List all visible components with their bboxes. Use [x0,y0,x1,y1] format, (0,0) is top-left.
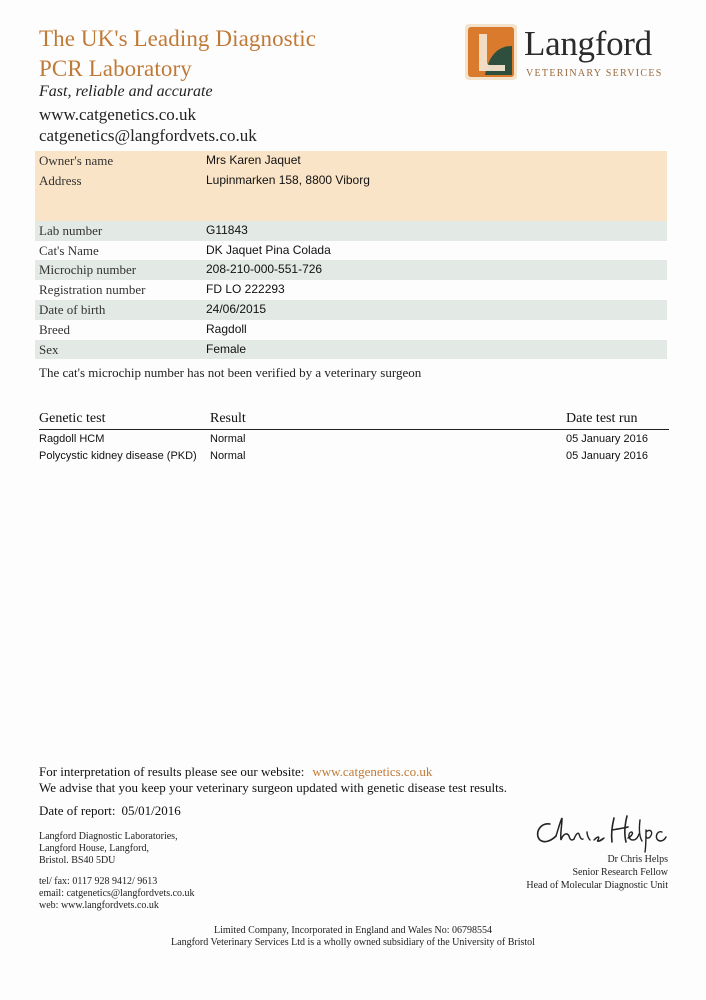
results-header-result: Result [210,411,246,426]
email-text: catgenetics@langfordvets.co.uk [39,126,257,145]
details-label: Date of birth [39,301,106,317]
results-row [39,433,669,449]
cat-details-table [35,151,667,359]
website-text: www.catgenetics.co.uk [39,105,197,124]
results-cell-result: Normal [210,450,246,462]
results-row [39,450,669,466]
legal-line-1: Limited Company, Incorporated in England and Wales No: 06798554 [213,925,493,936]
details-value: Female [206,341,247,356]
details-row-microchip [35,260,667,280]
details-value: G11843 [206,222,248,237]
details-value: Ragdoll [206,321,247,336]
logo-wordmark: Langford [524,24,652,63]
interpretation-link[interactable]: www.catgenetics.co.uk [312,764,433,779]
contact-email: email: catgenetics@langfordvets.co.uk [39,888,195,899]
details-row-owner [35,151,667,171]
details-row-breed [35,320,667,340]
results-cell-date: 05 January 2016 [566,433,648,445]
details-label: Address [39,172,82,188]
legal-line-2: Langford Veterinary Services Ltd is a wholly owned subsidiary of the University of Bristol [171,937,535,948]
lab-address [39,831,178,867]
contact-phone: tel/ fax: 0117 928 9412/ 9613 [39,876,158,887]
report-date-value: 05/01/2016 [121,803,181,818]
details-label: Sex [39,341,59,357]
tagline: Fast, reliable and accurate [39,83,213,100]
results-cell-date: 05 January 2016 [566,450,648,462]
details-value: Mrs Karen Jaquet [206,153,301,167]
page-title-line1: The UK's Leading Diagnostic [39,26,317,51]
details-label: Cat's Name [39,242,99,258]
signature-icon [532,810,667,854]
details-row-lab-number [35,221,667,241]
details-row-cat-name [35,241,667,261]
details-value: FD LO 222293 [206,282,285,297]
results-cell-result: Normal [210,433,246,445]
signer-title: Head of Molecular Diagnostic Unit [526,880,668,891]
logo-subtitle: VETERINARY SERVICES [526,68,663,79]
details-label: Microchip number [39,262,137,278]
details-value: Lupinmarken 158, 8800 Viborg [206,172,370,187]
details-value: 208-210-000-551-726 [206,262,323,277]
details-row-registration [35,280,667,300]
details-value: 24/06/2015 [206,301,267,316]
address-line: Langford Diagnostic Laboratories, [39,831,178,842]
interpretation-text: For interpretation of results please see our website: [39,764,305,779]
contact-web: web: www.langfordvets.co.uk [39,900,159,911]
details-row-sex [35,340,667,360]
report-date-line [39,803,181,819]
advice-text: We advise that you keep your veterinary surgeon updated with genetic disease test results. [39,780,508,795]
microchip-note: The cat's microchip number has not been verified by a veterinary surgeon [39,365,422,380]
results-header-test: Genetic test [39,411,106,426]
page-title-line2: PCR Laboratory [39,56,192,81]
details-row-address [35,171,667,221]
langford-logo-icon [465,24,517,80]
address-line: Langford House, Langford, [39,843,149,854]
interpretation-line [39,764,432,780]
results-header [39,411,669,430]
signer-name: Dr Chris Helps [607,854,668,865]
signer-title: Senior Research Fellow [572,867,668,878]
results-cell-test: Polycystic kidney disease (PKD) [39,450,197,462]
details-label: Owner's name [39,153,114,168]
signer-block [468,853,668,892]
details-label: Registration number [39,282,146,298]
address-line: Bristol. BS40 5DU [39,855,116,866]
results-header-date: Date test run [566,411,638,426]
details-value: DK Jaquet Pina Colada [206,242,331,257]
details-label: Breed [39,321,71,337]
results-cell-test: Ragdoll HCM [39,433,105,445]
details-row-date-of-birth [35,300,667,320]
lab-contact [39,876,195,912]
details-label: Lab number [39,222,103,238]
report-date-label: Date of report: [39,803,116,818]
